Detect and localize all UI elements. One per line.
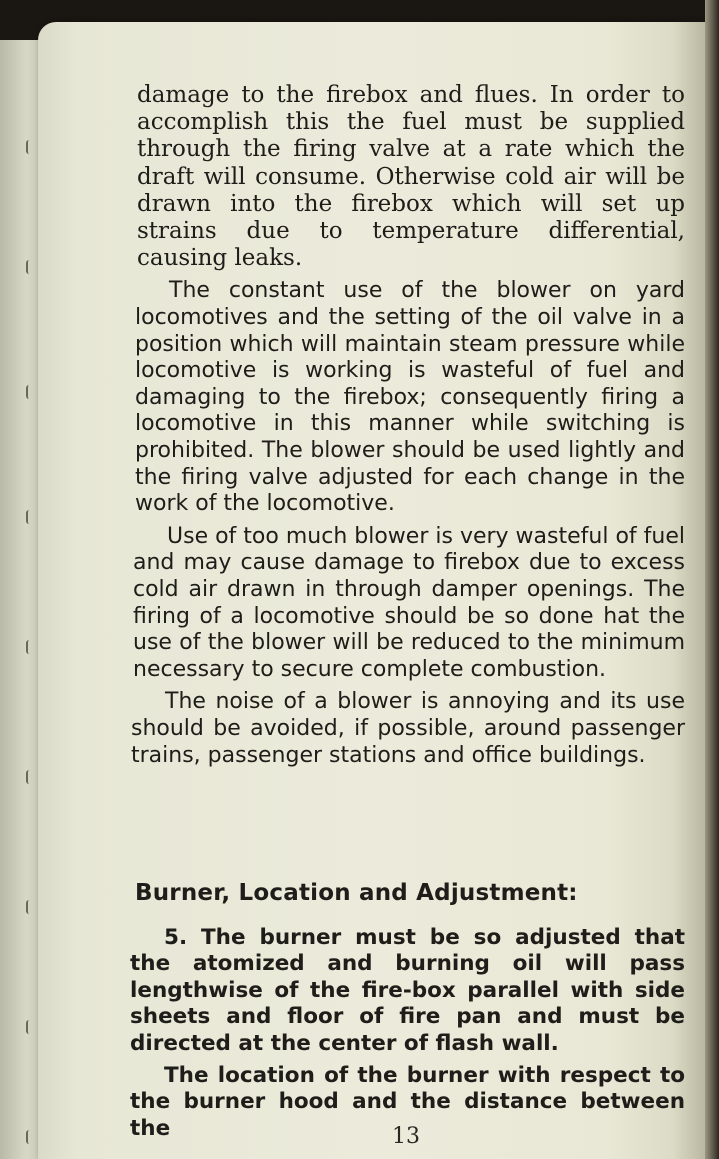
binding-mark <box>26 385 34 399</box>
binding-mark <box>26 640 34 654</box>
paragraph-blower-noise: The noise of a blower is annoying and its use should be avoided, if possible, around passenger trains, passenger stations and office buildings. <box>131 689 685 768</box>
section-text <box>95 925 685 1148</box>
paragraph-blower-waste: Use of too much blower is very wasteful of fuel and may cause damage to firebox due to excess cold air drawn in through damper openings. The firing of a locomotive should be so done hat the use of the blower will be reduced to the minimum necessary to secure complete combustion. <box>133 523 685 682</box>
binding-mark <box>26 900 34 914</box>
paragraph-burner-location: The location of the burner with respect to the burner hood and the distance between the <box>130 1063 685 1141</box>
binding-mark <box>26 140 34 154</box>
binding-mark <box>26 260 34 274</box>
paragraph-continued: damage to the firebox and flues. In order to accomplish this the fuel must be supplied through the firing valve at a rate which the draft will consume. Otherwise cold air will be drawn into the firebox which will set up strains due to temperature differential, causing leaks. <box>137 82 685 272</box>
binding-mark <box>26 1020 34 1034</box>
page-stack-edge <box>705 0 719 1159</box>
paragraph-blower-yard: The constant use of the blower on yard locomotives and the setting of the oil valve in a position which will maintain steam pressure while locomotive is working is wasteful of fuel and damaging to the firebox; consequently firing a locomotive in this manner while switching is prohibited. The blower should be used lightly and the firing valve adjusted for each change in the work of the locomotive. <box>135 278 685 517</box>
binding-mark <box>26 510 34 524</box>
section-heading: Burner, Location and Adjustment: <box>135 880 578 906</box>
page-number: 13 <box>392 1124 420 1149</box>
binding-mark <box>26 1130 34 1144</box>
paragraph-burner-adjust: 5. The burner must be so adjusted that the atomized and burning oil will pass lengthwise of the fire-box parallel with side sheets and floor of fire pan and must be directed at the center of flash wall. <box>130 925 685 1056</box>
binding-mark <box>26 770 34 784</box>
body-text <box>95 82 685 775</box>
